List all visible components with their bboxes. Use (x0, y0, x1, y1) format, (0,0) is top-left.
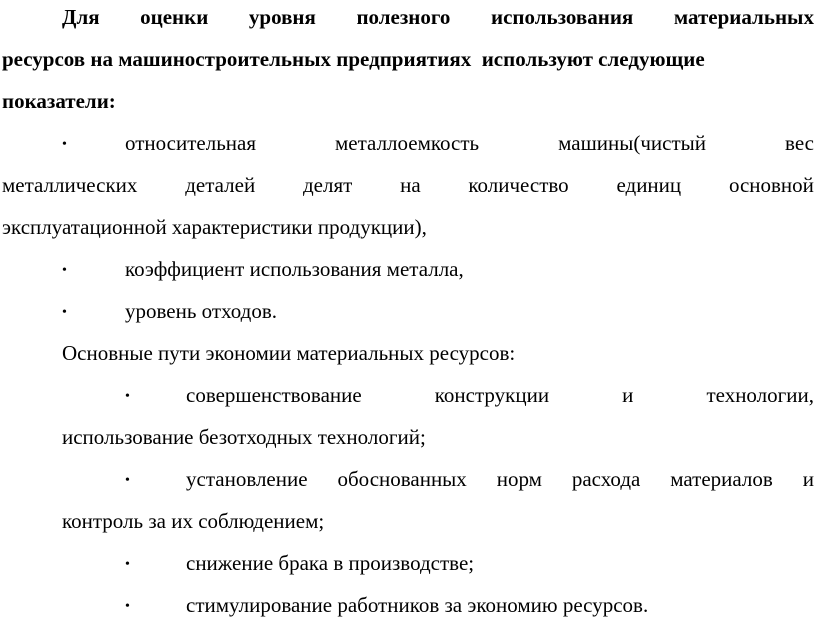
way-2-line-2: контроль за их соблюдением; (62, 509, 325, 533)
word: норм (496, 467, 542, 491)
indicator-1-line-2 (2, 173, 814, 197)
word: совершенствование (186, 383, 362, 407)
word: деталей (185, 173, 256, 197)
way-1-line-2: использование безотходных технологий; (62, 425, 426, 449)
word: металлических (2, 173, 138, 197)
bullet-icon: • (125, 473, 130, 488)
word: установление (186, 467, 308, 491)
way-3: снижение брака в производстве; (186, 551, 475, 575)
way-2-line-1 (186, 467, 814, 491)
ways-heading: Основные пути экономии материальных ресурсов: (62, 341, 516, 365)
indicator-2: коэффициент использования металла, (125, 257, 464, 281)
word: на (400, 173, 421, 197)
word: технологии, (706, 383, 814, 407)
word: обоснованных (337, 467, 467, 491)
word: материальных (673, 5, 814, 29)
word: использования (490, 5, 634, 29)
word: Для (62, 5, 100, 29)
word: машины(чистый (558, 131, 707, 155)
word: вес (785, 131, 814, 155)
bullet-icon: • (62, 137, 67, 152)
word: делят (302, 173, 353, 197)
word: и (622, 383, 634, 407)
word: металлоемкость (335, 131, 480, 155)
bullet-icon: • (62, 305, 67, 320)
way-1-line-1 (186, 383, 814, 407)
indicator-3: уровень отходов. (125, 299, 278, 323)
word: уровня (248, 5, 316, 29)
word: количество (468, 173, 569, 197)
way-4: стимулирование работников за экономию ресурсов. (186, 593, 649, 617)
bullet-icon: • (125, 599, 130, 614)
word: расхода (571, 467, 641, 491)
word: полезного (356, 5, 451, 29)
word: единиц (616, 173, 682, 197)
bullet-icon: • (125, 389, 130, 404)
indicator-1-line-3: эксплуатационной характеристики продукции), (2, 215, 427, 239)
bullet-icon: • (62, 263, 67, 278)
indicator-1-line-1 (125, 131, 814, 155)
word: оценки (140, 5, 209, 29)
intro-line-3: показатели: (2, 89, 116, 113)
word: относительная (125, 131, 256, 155)
intro-line-2: ресурсов на машиностроительных предприятиях используют следующие (2, 47, 705, 71)
word: основной (728, 173, 814, 197)
word: материалов (670, 467, 773, 491)
bullet-icon: • (125, 557, 130, 572)
intro-line-1 (62, 5, 814, 29)
word: конструкции (434, 383, 550, 407)
word: и (802, 467, 814, 491)
